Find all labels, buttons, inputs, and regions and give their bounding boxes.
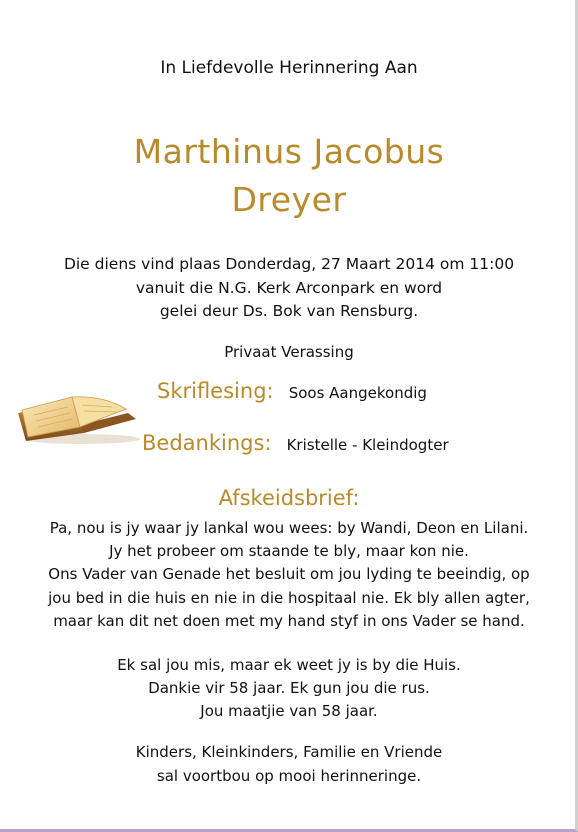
service-line: gelei deur Ds. Bok van Rensburg. [159, 302, 419, 320]
farewell-letter-paragraph-2 [0, 654, 578, 724]
memorial-heading: In Liefdevolle Herinnering Aan [160, 58, 418, 78]
family-line: sal voortbou op mooi herinneringe. [156, 766, 422, 785]
cremation-note: Privaat Verassing [224, 343, 354, 361]
farewell-letter-title: Afskeidsbrief: [218, 486, 360, 510]
letter-line: Ons Vader van Genade het besluit om jou lyding te beeindig, op [48, 565, 530, 584]
acknowledgements-label: Bedankings: [142, 431, 272, 455]
scripture-reading-label: Skriflesing: [157, 379, 274, 403]
letter-line: Ek sal jou mis, maar ek weet jy is by die Huis. [117, 656, 461, 674]
deceased-name-line1: Marthinus Jacobus [133, 132, 445, 171]
family-line: Kinders, Kleinkinders, Familie en Vriende [135, 743, 443, 761]
open-book-icon [12, 383, 142, 445]
service-line: Die diens vind plaas Donderdag, 27 Maart 2014 om 11:00 [63, 255, 515, 273]
scripture-reading [157, 379, 427, 403]
letter-line: Pa, nou is jy waar jy lankal wou wees: by Wandi, Deon en Lilani. [49, 519, 529, 537]
letter-line: Jou maatjie van 58 jaar. [200, 702, 378, 721]
letter-line: Dankie vir 58 jaar. Ek gun jou die rus. [148, 679, 430, 698]
letter-line: Jy het probeer om staande te bly, maar kon nie. [109, 542, 469, 561]
farewell-letter-paragraph-1 [0, 517, 578, 633]
service-details [0, 253, 578, 324]
letter-line: jou bed in die huis en nie in die hospitaal nie. Ek bly allen agter, [48, 588, 530, 607]
acknowledgements [142, 431, 449, 455]
letter-line: maar kan dit net doen met my hand styf in ons Vader se hand. [53, 611, 525, 630]
deceased-name-line2: Dreyer [231, 180, 347, 219]
service-line: vanuit die N.G. Kerk Arconpark en word [135, 278, 443, 297]
scripture-reading-value: Soos Aangekondig [288, 384, 427, 402]
acknowledgements-value: Kristelle - Kleindogter [286, 436, 449, 454]
family-closing [0, 741, 578, 788]
